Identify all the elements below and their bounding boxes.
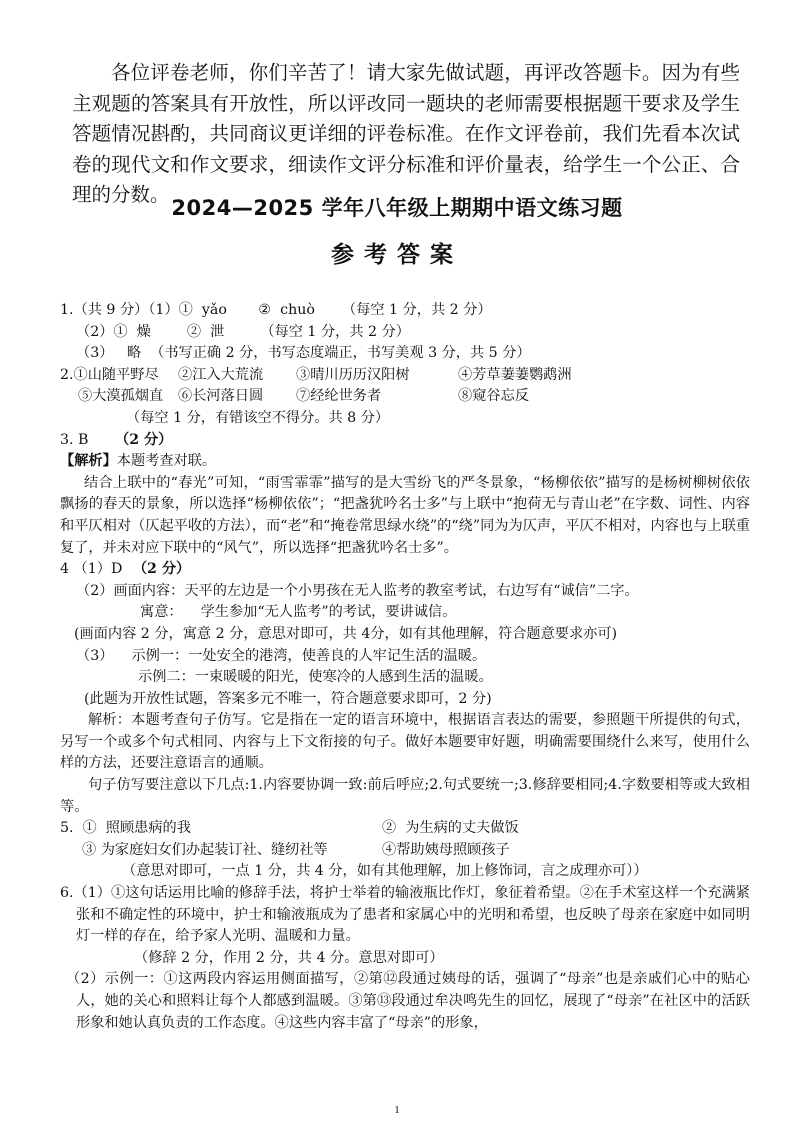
q4-rules (60, 775, 750, 818)
q4-example-1: （3） 示例一：一处安全的港湾，使善良的人牢记生活的温暖。 (76, 647, 487, 664)
q2-row-2 (60, 386, 750, 408)
q5-answer: ② 为生病的丈夫做饭 (382, 820, 519, 837)
q4-image-content: （2）画面内容：天平的左边是一个小男孩在无人监考的教室考试，右边写有“诚信”二字。 (76, 582, 639, 599)
page-number: 1 (394, 1104, 400, 1116)
q3-choice: 3. B (60, 431, 89, 448)
q4-meaning: 寓意： 学生参加“无人监考”的考试，要讲诚信。 (140, 604, 457, 621)
q4-analysis-text: 解析：本题考查句子仿写。它是指在一定的语言环境中，根据语言表达的需要，参照题干所提供的句式，另写一个或多个句式相同、内容与上下文衔接的句子。做好本题要审好题，明确需要围绕什么来写，使用什么样的方法，还要注意语言的通顺。 (60, 712, 750, 772)
q2-answer: ④芳草萋萋鹦鹉洲 (458, 366, 572, 383)
q6-part-1-text: 6.（1）①这句话运用比喻的修辞手法，将护士举着的输液瓶比作灯，象征着希望。②在手术室这样一个充满紧张和不确定性的环境中，护士和输液瓶成为了患者和家属心中的光明和希望，也反映了母亲在家庭中如同明灯一样的存在，给予家人光明、温暖和力量。 (60, 885, 750, 945)
q2-answer: ⑧窥谷忘反 (458, 388, 529, 405)
analysis-label: 【解析】 (60, 453, 117, 470)
q3-answer (60, 430, 750, 452)
q3-analysis-head (60, 451, 750, 473)
q1-line-1: 1.（共 9 分）（1）① yǎo ② chuò （每空 1 分，共 2 分） (60, 302, 492, 318)
q2-answer: ②江入大荒流 (178, 366, 264, 383)
intro-paragraph: 各位评卷老师，你们辛苦了！请大家先做试题，再评改答题卡。因为有些主观题的答案具有开放性，所以评改同一题块的老师需要根据题干要求及学生答题情况斟酌，共同商议更详细的评卷标准。在作文评卷前，我们先看本次试卷的现代文和作文要求，细读作文评分标准和评价量表，给学生一个公正、合理的分数。 (72, 61, 740, 206)
document-title: 2024—2025 学年八年级上期期中语文练习题 (171, 196, 623, 220)
q2-row-1 (60, 365, 750, 387)
q2-answer: ⑦经纶世务者 (296, 388, 382, 405)
grader-instructions (72, 58, 740, 211)
q6-part-2 (60, 969, 750, 1034)
q5-answer: ④帮助姨母照顾孩子 (382, 841, 510, 858)
q4-part-1 (60, 559, 750, 581)
q3-analysis-intro: 本题考查对联。 (116, 453, 217, 470)
q1-line-3: （3） 略 （书写正确 2 分，书写态度端正，书写美观 3 分，共 5 分） (76, 345, 531, 362)
q6-part-1-note: （修辞 2 分，作用 2 分，共 4 分。意思对即可） (134, 949, 444, 966)
q4-score: （2 分） (132, 561, 191, 578)
q1-line-2: （2）① 燥 ② 泄 （每空 1 分，共 2 分） (76, 323, 410, 340)
q3-analysis-body (60, 473, 750, 559)
q5-row-1 (60, 818, 750, 840)
q6-part-1 (60, 883, 750, 948)
q2-answer: 2.①山随平野尽 (60, 366, 159, 383)
q2-answer: ③晴川历历汉阳树 (296, 366, 410, 383)
q6-part-2-text: （2）示例一：①这两段内容运用侧面描写，②第⑫段通过姨母的话，强调了“母亲”也是亲戚们心中的贴心人，她的关心和照料让每个人都感到温暖。③第⑬段通过牟决鸣先生的回忆，展现了“母亲”在社区中的活跃形象和她认真负责的工作态度。④这些内容丰富了“母亲”的形象， (66, 971, 750, 1031)
answer-key (60, 300, 750, 1034)
q4-rules-text: 句子仿写要注意以下几点:1.内容要协调一致:前后呼应;2.句式要统一;3.修辞要相同;4.字数要相等或大致相等。 (60, 777, 750, 815)
q5-answer: ③ 为家庭妇女们办起装订社、缝纫社等 (82, 841, 328, 858)
q5-answer: 5. ① 照顾患病的我 (60, 820, 191, 837)
document-subtitle: 参考答案 (331, 241, 463, 268)
q4-analysis (60, 710, 750, 775)
q2-answer: ⑤大漠孤烟直 (78, 388, 164, 405)
q5-row-2 (60, 840, 750, 862)
q3-score: （2 分） (115, 431, 173, 448)
q4-part-2-note: (画面内容 2 分，寓意 2 分，意思对即可，共 4分，如有其他理解，符合题意要求亦可) (74, 625, 618, 642)
q4-example-2: 示例二：一束暖暖的阳光，使寒冷的人感到生活的温暖。 (138, 669, 493, 686)
q2-answer: ⑥长河落日圆 (178, 388, 264, 405)
q4-choice: 4 （1）D (60, 561, 123, 578)
q2-scoring-note: （每空 1 分，有错该空不得分。共 8 分） (126, 409, 390, 426)
q4-part-3-note: (此题为开放性试题，答案多元不唯一，符合题意要求即可，2 分) (84, 690, 492, 707)
q3-analysis-text: 结合上联中的“春光”可知，“雨雪霏霏”描写的是大雪纷飞的严冬景象，“杨柳依依”描写的是杨树柳树依依飘扬的春天的景象，所以选择“杨柳依依”；“把盏犹吟名士多”与上联中“抱荷无与青山老”在字数、词性、内容和平仄相对（仄起平收的方法），而“老”和“掩卷常思绿水绕”的“绕”同为为仄声，平仄不相对，内容也与上联重复了，并未对应下联中的“风气”，所以选择“把盏犹吟名士多”。 (60, 474, 750, 556)
q5-scoring-note: （意思对即可，一点 1 分，共 4 分，如有其他理解，加上修饰词，言之成理亦可）） (122, 863, 648, 880)
